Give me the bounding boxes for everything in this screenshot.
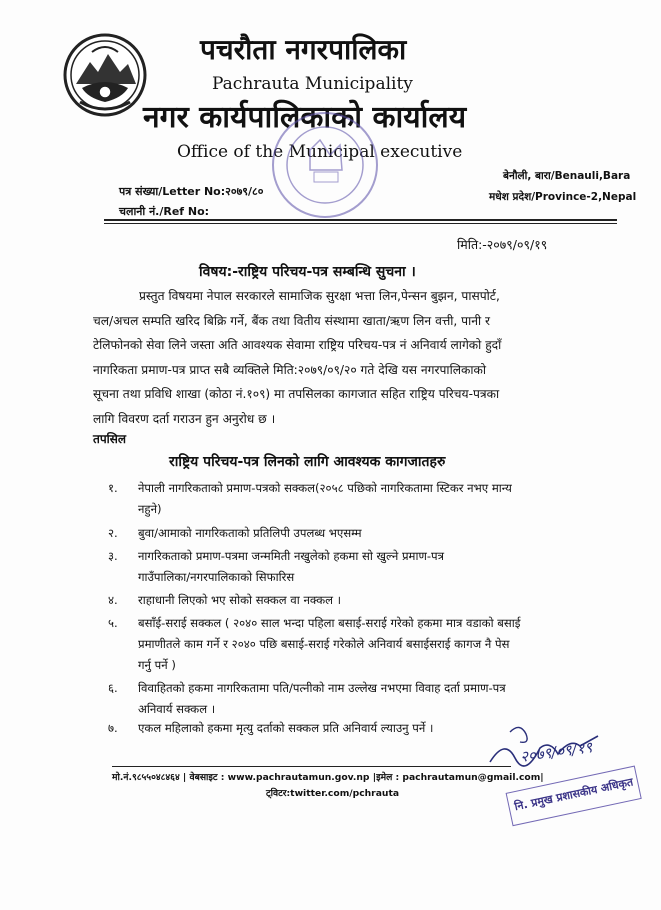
list-item-text: बसाँई-सराई सक्कल ( २०४० साल भन्दा पहिला बसाई-सराई गरेको हकमा मात्र वडाको बसाई (138, 616, 521, 630)
body-line: नागरिकता प्रमाण-पत्र प्राप्त सबै व्यक्तिले मिति:२०७९/०९/२० गते देखि यस नगरपालिकाको (93, 362, 487, 377)
letter-date: मिति:-२०७९/०९/१९ (457, 237, 548, 252)
list-item-number: ७. (108, 721, 118, 735)
tapsil-label: तपसिल (93, 432, 127, 446)
reference-number: चलानी नं./Ref No: (119, 205, 210, 218)
list-item-text: गर्नु पर्ने ) (138, 658, 176, 672)
body-line: प्रस्तुत विषयमा नेपाल सरकारले सामाजिक सुरक्षा भत्ता लिन,पेन्सन बुझन, पासपोर्ट, (139, 289, 500, 303)
list-item-text: बुवा/आमाको नागरिकताको प्रतिलिपी उपलब्ध भएसम्म (138, 526, 362, 540)
list-item-number: ३. (108, 549, 118, 563)
header-divider-thin (104, 223, 617, 224)
footer-twitter: ट्विटर:twitter.com/pchrauta (266, 788, 400, 799)
list-item-text: एकल महिलाको हकमा मृत्यु दर्ताको सक्कल प्रति अनिवार्य ल्याउनु पर्ने । (138, 721, 434, 735)
required-documents-title: राष्ट्रिय परिचय-पत्र लिनको लागि आवश्यक कागजातहरु (169, 454, 446, 470)
municipality-name-nepali: पचरौता नगरपालिका (200, 33, 407, 66)
list-item-text: नागरिकताको प्रमाण-पत्रमा जन्ममिती नखुलेको हकमा सो खुल्ने प्रमाण-पत्र (138, 549, 445, 563)
list-item-number: १. (108, 481, 118, 495)
list-item-number: ४. (108, 593, 118, 607)
list-item-text: विवाहितको हकमा नागरिकतामा पति/पत्नीको नाम उल्लेख नभएमा विवाह दर्ता प्रमाण-पत्र (138, 681, 506, 695)
body-line: चल/अचल सम्पति खरिद बिक्रि गर्ने, बैंक तथा वितीय संस्थामा खाता/ऋण लिन वत्ती, पानी र (93, 313, 491, 328)
office-name-english: Office of the Municipal executive (177, 142, 463, 162)
body-line: लागि विवरण दर्ता गराउन हुन अनुरोध छ । (93, 411, 276, 426)
letter-subject: विषय:-राष्ट्रिय परिचय-पत्र सम्बन्धि सुचना । (199, 264, 416, 280)
list-item-number: ६. (108, 681, 118, 695)
list-item-text: गाउँपालिका/नगरपालिकाको सिफारिस (138, 570, 295, 584)
designation-stamp-text: नि. प्रमुख प्रशासकीय अधिकृत (513, 775, 635, 814)
list-item-text: नेपाली नागरिकताको प्रमाण-पत्रको सक्कल(२०५८ पछिको नागरिकतामा स्टिकर नभए मान्य (138, 481, 512, 495)
municipality-name-english: Pachrauta Municipality (212, 74, 413, 94)
address-line-2: मधेश प्रदेश/Province-2,Nepal (489, 191, 637, 203)
body-line: सूचना तथा प्रविधि शाखा (कोठा नं.१०९) मा तपसिलका कागजात सहित राष्ट्रिय परिचय-पत्रका (93, 387, 500, 401)
header-divider (104, 219, 617, 221)
address-line-1: बेनौली, बारा/Benauli,Bara (503, 170, 631, 182)
list-item-text: प्रमाणीतले काम गर्ने र २०४० पछि बसाई-सराई गरेकोले अनिवार्य बसाईसराई कागज नै पेस (138, 637, 510, 651)
nepal-emblem-icon (62, 32, 148, 118)
list-item-text: अनिवार्य सक्कल । (138, 702, 216, 716)
signature-date: २०७९/०९/१९ (519, 738, 594, 766)
footer-divider (112, 766, 511, 767)
footer-contact: मो.नं.९८५५०४८४६४ | वेबसाइट : www.pachrautamun.gov.np |इमेल : pachrautamun@gmail.com| (112, 772, 544, 783)
body-line: टेलिफोनको सेवा लिने जस्ता अति आवश्यक सेवामा राष्ट्रिय परिचय-पत्र नं अनिवार्य लागेको हुदाँ (93, 338, 502, 352)
list-item-text: नहुने) (138, 502, 162, 516)
office-name-nepali: नगर कार्यपालिकाको कार्यालय (143, 100, 467, 135)
letter-body (93, 284, 553, 431)
letter-number: पत्र संख्या/Letter No:२०७९/८० (119, 185, 264, 198)
list-item-number: ५. (108, 616, 118, 630)
list-item-text: राहाधानी लिएको भए सोको सक्कल वा नक्कल । (138, 593, 342, 607)
list-item-number: २. (108, 526, 118, 540)
office-seal-stamp (270, 110, 380, 220)
